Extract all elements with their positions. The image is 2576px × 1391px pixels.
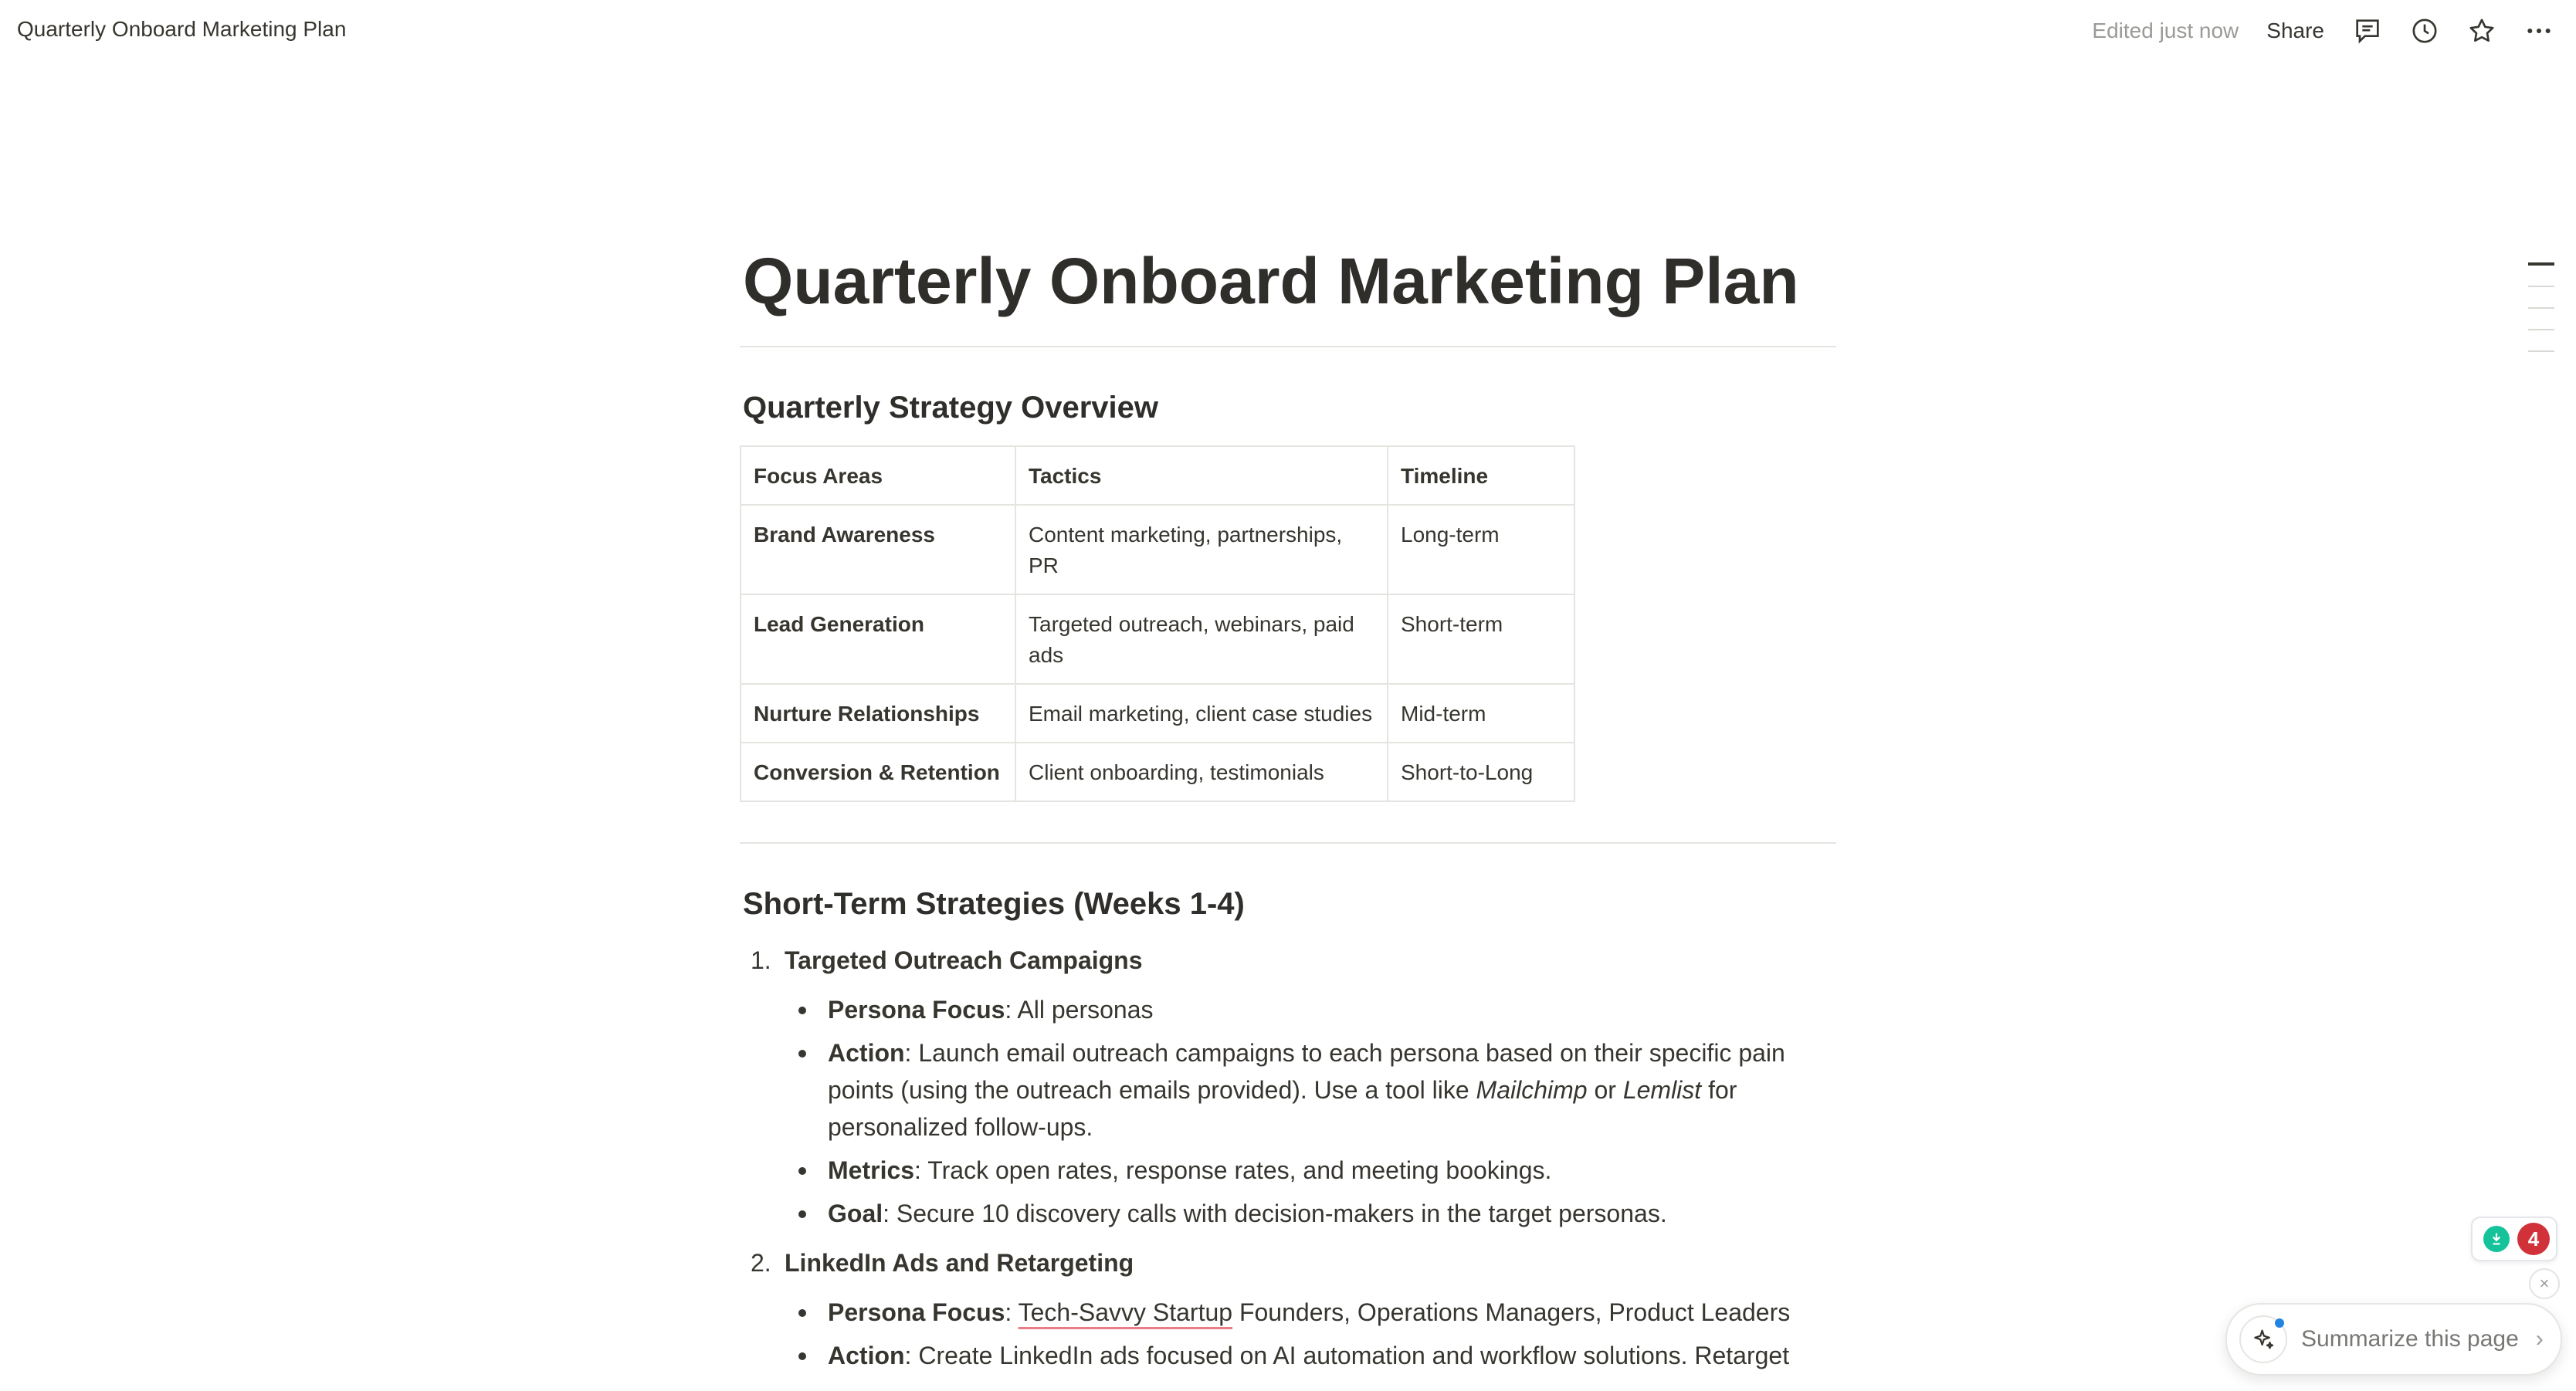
bullet-text: : bbox=[1005, 1298, 1019, 1327]
bullet-text: : Secure 10 discovery calls with decision-makers in the target personas. bbox=[883, 1200, 1667, 1228]
bullet-text: Founders, Operations Managers, Product Leaders bbox=[1232, 1298, 1791, 1327]
comment-icon[interactable] bbox=[2347, 11, 2388, 51]
bullet-text: : All personas bbox=[1005, 996, 1154, 1024]
table-cell[interactable]: Conversion & Retention bbox=[741, 743, 1015, 801]
table-header-cell[interactable]: Focus Areas bbox=[741, 446, 1015, 505]
strategy-title[interactable]: LinkedIn Ads and Retargeting bbox=[785, 1249, 1134, 1278]
summarize-label: Summarize this page bbox=[2301, 1326, 2519, 1352]
table-cell[interactable]: Content marketing, partnerships, PR bbox=[1015, 505, 1388, 594]
heading-overview[interactable]: Quarterly Strategy Overview bbox=[743, 391, 1159, 425]
list-number: 1. bbox=[751, 946, 771, 975]
chevron-right-icon: › bbox=[2535, 1326, 2544, 1352]
strategy-title[interactable]: Targeted Outreach Campaigns bbox=[785, 946, 1143, 975]
table-cell[interactable]: Client onboarding, testimonials bbox=[1015, 743, 1388, 801]
bullet-item[interactable] bbox=[785, 1294, 1832, 1331]
more-icon[interactable] bbox=[2519, 11, 2559, 51]
list-item[interactable] bbox=[740, 936, 1836, 1232]
strategy-table bbox=[740, 445, 1575, 802]
table-cell[interactable]: Long-term bbox=[1388, 505, 1574, 594]
suggestion-count-badge: 4 bbox=[2517, 1223, 2550, 1255]
close-icon[interactable]: × bbox=[2529, 1268, 2560, 1299]
share-button[interactable]: Share bbox=[2266, 19, 2324, 42]
bullet-text: : Launch email outreach campaigns to each persona based on their specific pain points (using the outreach emails provided). Use a tool like bbox=[828, 1039, 1785, 1105]
history-icon[interactable] bbox=[2405, 11, 2445, 51]
table-cell[interactable]: Email marketing, client case studies bbox=[1015, 684, 1388, 743]
tool-name: Lemlist bbox=[1622, 1076, 1702, 1105]
heading-short-term[interactable]: Short-Term Strategies (Weeks 1-4) bbox=[743, 887, 1245, 922]
grammarly-icon bbox=[2483, 1226, 2510, 1252]
bullet-list bbox=[785, 991, 1836, 1232]
table-cell[interactable]: Brand Awareness bbox=[741, 505, 1015, 594]
bullet-label: Persona Focus bbox=[828, 1298, 1005, 1327]
summarize-button[interactable] bbox=[2225, 1303, 2562, 1376]
edited-status: Edited just now bbox=[2092, 19, 2239, 42]
strategy-list bbox=[740, 936, 1836, 1374]
bullet-item[interactable] bbox=[785, 1195, 1832, 1232]
topbar-actions bbox=[2092, 9, 2559, 52]
notification-dot bbox=[2275, 1318, 2284, 1328]
ai-sparkle-icon bbox=[2239, 1315, 2287, 1363]
bullet-label: Metrics bbox=[828, 1156, 915, 1185]
table-cell[interactable]: Lead Generation bbox=[741, 594, 1015, 684]
bullet-item[interactable] bbox=[785, 991, 1832, 1028]
divider bbox=[740, 346, 1836, 347]
bullet-list bbox=[785, 1294, 1836, 1374]
bullet-label: Action bbox=[828, 1039, 905, 1068]
table-header-row bbox=[741, 446, 1574, 505]
breadcrumb[interactable]: Quarterly Onboard Marketing Plan bbox=[17, 17, 347, 41]
table-row bbox=[741, 505, 1574, 594]
grammarly-widget[interactable] bbox=[2471, 1217, 2557, 1261]
table-cell[interactable]: Short-to-Long bbox=[1388, 743, 1574, 801]
toc-line[interactable] bbox=[2528, 307, 2554, 309]
table-row bbox=[741, 594, 1574, 684]
toc-line[interactable] bbox=[2528, 262, 2554, 266]
table-row bbox=[741, 684, 1574, 743]
table-cell[interactable]: Mid-term bbox=[1388, 684, 1574, 743]
bullet-label: Persona Focus bbox=[828, 996, 1005, 1024]
star-icon[interactable] bbox=[2462, 11, 2502, 51]
table-row bbox=[741, 743, 1574, 801]
bullet-label: Goal bbox=[828, 1200, 883, 1228]
top-bar bbox=[0, 0, 2576, 62]
toc-line[interactable] bbox=[2528, 329, 2554, 330]
table-cell[interactable]: Targeted outreach, webinars, paid ads bbox=[1015, 594, 1388, 684]
divider bbox=[740, 842, 1836, 844]
page-content bbox=[740, 232, 1836, 1380]
bullet-text: : Track open rates, response rates, and meeting bookings. bbox=[914, 1156, 1552, 1185]
bullet-label: Action bbox=[828, 1342, 905, 1370]
table-header-cell[interactable]: Tactics bbox=[1015, 446, 1388, 505]
bullet-item[interactable] bbox=[785, 1034, 1832, 1146]
page-title[interactable]: Quarterly Onboard Marketing Plan bbox=[743, 245, 1799, 317]
toc-line[interactable] bbox=[2528, 350, 2554, 352]
bullet-text: : Create LinkedIn ads focused on AI automation and workflow solutions. Retarget bbox=[904, 1342, 1790, 1370]
list-item[interactable] bbox=[740, 1238, 1836, 1374]
bullet-text: or bbox=[1587, 1076, 1623, 1105]
toc-line[interactable] bbox=[2528, 286, 2554, 287]
bullet-item[interactable] bbox=[785, 1337, 1832, 1374]
table-header-cell[interactable]: Timeline bbox=[1388, 446, 1574, 505]
list-number: 2. bbox=[751, 1249, 771, 1278]
spelling-flag[interactable]: Tech-Savvy Startup bbox=[1018, 1298, 1233, 1327]
table-cell[interactable]: Short-term bbox=[1388, 594, 1574, 684]
bullet-text: for personalized follow-ups. bbox=[828, 1076, 1737, 1142]
table-of-contents-indicator[interactable] bbox=[2528, 262, 2554, 372]
bullet-item[interactable] bbox=[785, 1152, 1832, 1189]
table-cell[interactable]: Nurture Relationships bbox=[741, 684, 1015, 743]
tool-name: Mailchimp bbox=[1476, 1076, 1588, 1105]
